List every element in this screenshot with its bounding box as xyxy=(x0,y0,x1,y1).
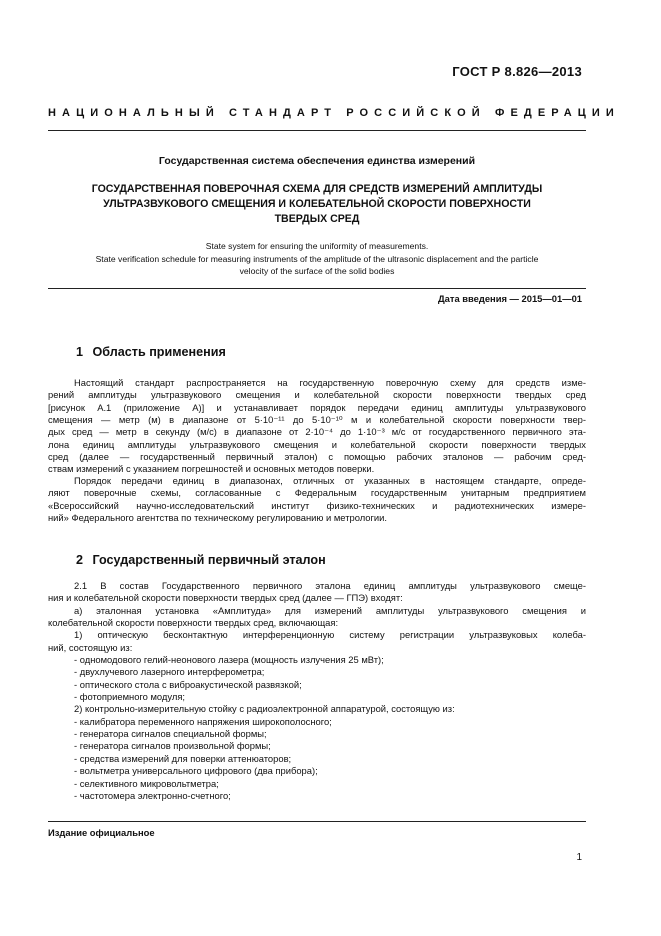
list-item: - калибратора переменного напряжения широкополосного; xyxy=(74,715,332,727)
national-standard-heading: НАЦИОНАЛЬНЫЙ СТАНДАРТ РОССИЙСКОЙ ФЕДЕРАЦИИ xyxy=(48,107,620,119)
english-title-line: State system for ensuring the uniformity of measurements. xyxy=(205,241,429,251)
text-line: [рисунок А.1 (приложение А)] и устанавливает порядок передачи единиц амплитуды ультразвукового xyxy=(48,401,586,413)
english-title xyxy=(48,240,586,278)
text-line: Порядок передачи единиц в диапазонах, отличных от указанных в настоящем стандарте, опреде- xyxy=(74,475,586,486)
text-line: а) эталонная установка «Амплитуда» для измерений амплитуды ультразвукового смещения и xyxy=(74,604,586,616)
text-line: рений амплитуды ультразвукового смещения и колебательной скорости поверхности твердых сред xyxy=(48,389,586,401)
official-edition-label: Издание официальное xyxy=(48,827,155,838)
text-line: сред (далее — государственный первичный эталон) с помощью рабочих эталонов — рабочим сред- xyxy=(48,451,586,463)
list-item: - средства измерений для поверки аттенюаторов; xyxy=(74,752,292,764)
english-title-line: State verification schedule for measuring instruments of the amplitude of the ultrasonic displacement and the particle xyxy=(95,253,539,264)
document-title xyxy=(60,182,574,227)
section-title: Государственный первичный эталон xyxy=(92,553,326,567)
text-line: 1) оптическую бесконтактную интерференционную систему регистрации ультразвуковых колеба- xyxy=(74,629,586,641)
title-divider xyxy=(48,288,586,289)
header-divider xyxy=(48,130,586,131)
text-line: колебательной скорости поверхности твердых сред, включающая: xyxy=(48,617,339,629)
text-line: ний, состоящую из: xyxy=(48,641,133,653)
section-1-paragraph-1 xyxy=(48,377,586,476)
intro-date: Дата введения — 2015—01—01 xyxy=(437,293,582,304)
text-line: 2.1 В состав Государственного первичного эталона единиц амплитуды ультразвукового смеще- xyxy=(74,580,586,591)
gost-code: ГОСТ Р 8.826—2013 xyxy=(452,64,582,79)
text-line: ствам измерений с указанием погрешностей и основных методов поверки. xyxy=(48,463,375,475)
list-item: - генератора сигналов специальной формы; xyxy=(74,728,267,740)
section-2-body xyxy=(48,580,586,802)
title-line: УЛЬТРАЗВУКОВОГО СМЕЩЕНИЯ И КОЛЕБАТЕЛЬНОЙ СКОРОСТИ ПОВЕРХНОСТИ xyxy=(103,198,531,210)
text-line: ний» Федерального агентства по техническому регулированию и метрологии. xyxy=(48,512,388,524)
list-item: - частотомера электронно-счетного; xyxy=(74,789,231,801)
list-item: - фотоприемного модуля; xyxy=(74,691,186,703)
section-number: 1 xyxy=(76,345,84,359)
section-title: Область применения xyxy=(92,345,226,359)
list-item: - одномодового гелий-неонового лазера (мощность излучения 25 мВт); xyxy=(74,654,384,666)
page-number: 1 xyxy=(576,852,582,863)
text-line: ния и колебательной скорости поверхности твердых сред (далее — ГПЭ) входят: xyxy=(48,592,403,604)
text-line: лона единиц амплитуды ультразвукового смещения и колебательной скорости поверхности твердых xyxy=(48,438,586,450)
section-1-heading xyxy=(76,345,226,359)
text-line: «Всероссийский научно-исследовательский институт физико-технических и радиотехнических измере- xyxy=(48,499,586,511)
list-item: - генератора сигналов произвольной формы; xyxy=(74,740,271,752)
section-number: 2 xyxy=(76,553,84,567)
section-2-heading xyxy=(76,553,326,567)
footer-divider xyxy=(48,821,586,822)
list-item: - селективного микровольтметра; xyxy=(74,777,219,789)
list-item: - двухлучевого лазерного интерферометра; xyxy=(74,666,265,678)
text-line: Настоящий стандарт распространяется на государственную поверочную схему для средств изме- xyxy=(74,377,586,388)
title-line: ТВЕРДЫХ СРЕД xyxy=(274,213,360,225)
title-line: ГОСУДАРСТВЕННАЯ ПОВЕРОЧНАЯ СХЕМА ДЛЯ СРЕДСТВ ИЗМЕРЕНИЙ АМПЛИТУДЫ xyxy=(91,183,543,195)
text-line: 2) контрольно-измерительную стойку с радиоэлектронной аппаратурой, состоящую из: xyxy=(74,703,455,715)
english-title-line: velocity of the surface of the solid bodies xyxy=(239,266,395,276)
text-line: смещения — метр (м) в диапазоне от 5·10⁻¹¹ до 5·10⁻¹⁰ м и колебательной скорости поверхности твер- xyxy=(48,414,586,426)
list-item: - вольтметра универсального цифрового (два прибора); xyxy=(74,765,318,777)
text-line: ляют поверочные схемы, согласованные с Федеральным государственным унитарным предприятием xyxy=(48,487,586,499)
system-subtitle: Государственная система обеспечения единства измерений xyxy=(158,155,476,167)
text-line: дых сред — метр в секунду (м/с) в диапазоне от 2·10⁻⁴ до 1·10⁻³ м/с от государственного первичного эта- xyxy=(48,426,586,438)
list-item: - оптического стола с виброакустической развязкой; xyxy=(74,678,302,690)
section-1-paragraph-2 xyxy=(48,475,586,524)
